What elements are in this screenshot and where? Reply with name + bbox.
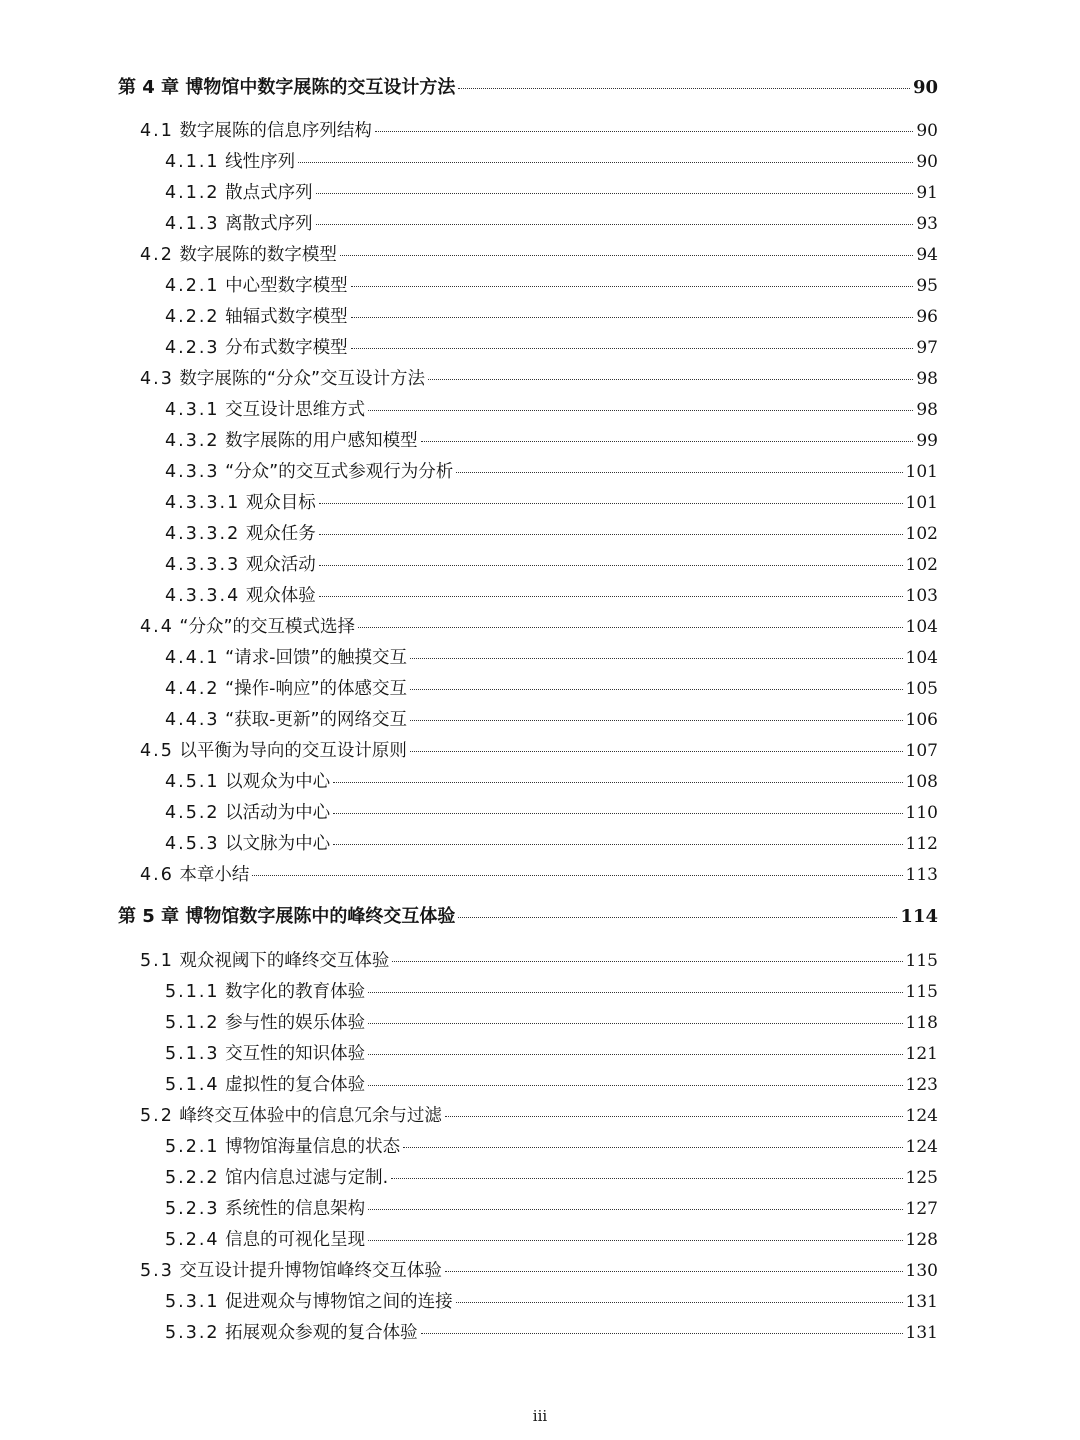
toc-entry-title: 信息的可视化呈现 <box>225 1230 366 1250</box>
dot-leader <box>410 720 902 721</box>
toc-entry[interactable] <box>165 522 938 546</box>
toc-entry-number: 4.6 <box>140 865 174 885</box>
toc-entry-page: 101 <box>905 493 938 513</box>
dot-leader <box>428 379 913 380</box>
toc-entry[interactable] <box>140 1259 938 1283</box>
toc-entry-title: “操作-响应”的体感交互 <box>225 679 408 699</box>
toc-entry-label <box>165 274 348 298</box>
toc-entry-page: 121 <box>905 1044 938 1064</box>
toc-entry-label <box>140 119 372 143</box>
toc-entry-number: 4.2.2 <box>165 307 220 327</box>
toc-entry-number: 5.1.3 <box>165 1044 220 1064</box>
dot-leader <box>368 1054 902 1055</box>
toc-entry-page: 96 <box>916 307 938 327</box>
dot-leader <box>445 1116 903 1117</box>
toc-entry[interactable] <box>165 646 938 670</box>
toc-entry-label <box>140 739 407 763</box>
toc-entry-title: 线性序列 <box>225 152 296 172</box>
toc-entry-title: “获取-更新”的网络交互 <box>225 710 408 730</box>
toc-entry-label <box>165 1290 453 1314</box>
toc-entry-page: 107 <box>905 741 938 761</box>
toc-entry[interactable] <box>165 1228 938 1252</box>
toc-entry-page: 127 <box>905 1199 938 1219</box>
toc-entry-title: 散点式序列 <box>225 183 313 203</box>
toc-chapter-entry[interactable] <box>118 905 938 929</box>
dot-leader <box>410 658 902 659</box>
toc-entry-page: 130 <box>905 1261 938 1281</box>
toc-entry-label <box>165 1197 365 1221</box>
toc-entry-title: 观众视阈下的峰终交互体验 <box>179 951 390 971</box>
toc-entry[interactable] <box>165 150 938 174</box>
toc-entry-number: 5.3 <box>140 1261 174 1281</box>
toc-entry-label <box>165 305 348 329</box>
toc-entry-number: 4.3.3.4 <box>165 586 241 606</box>
toc-entry-number: 5.1.1 <box>165 982 220 1002</box>
toc-entry-label <box>165 1042 365 1066</box>
toc-entry-title: 以活动为中心 <box>225 803 331 823</box>
dot-leader <box>458 917 897 918</box>
toc-entry-title: 观众目标 <box>245 493 316 513</box>
toc-entry-page: 108 <box>905 772 938 792</box>
toc-entry[interactable] <box>165 1073 938 1097</box>
dot-leader <box>421 441 914 442</box>
dot-leader <box>319 503 903 504</box>
toc-entry-title: 以平衡为导向的交互设计原则 <box>179 741 407 761</box>
toc-entry-number: 5.3.1 <box>165 1292 220 1312</box>
toc-entry-number: 4.4 <box>140 617 174 637</box>
toc-entry-page: 128 <box>905 1230 938 1250</box>
toc-entry-page: 94 <box>916 245 938 265</box>
dot-leader <box>456 472 902 473</box>
toc-entry[interactable] <box>165 553 938 577</box>
toc-chapter-entry[interactable] <box>118 76 938 100</box>
toc-entry-page: 115 <box>905 951 938 971</box>
dot-leader <box>458 88 910 89</box>
dot-leader <box>319 534 903 535</box>
toc-entry-label <box>165 1166 388 1190</box>
dot-leader <box>340 255 913 256</box>
toc-entry-page: 104 <box>905 648 938 668</box>
toc-entry-number: 4.3.1 <box>165 400 220 420</box>
toc-entry[interactable] <box>165 677 938 701</box>
toc-entry[interactable] <box>165 1042 938 1066</box>
toc-entry-number: 5.2.3 <box>165 1199 220 1219</box>
toc-entry-title: 数字展陈的“分众”交互设计方法 <box>179 369 426 389</box>
dot-leader <box>319 596 903 597</box>
toc-entry-title: “分众”的交互式参观行为分析 <box>225 462 454 482</box>
toc-entry-number: 4.3.3.1 <box>165 493 241 513</box>
toc-entry-page: 131 <box>905 1292 938 1312</box>
toc-entry-page: 106 <box>905 710 938 730</box>
toc-entry-title: 虚拟性的复合体验 <box>225 1075 366 1095</box>
toc-entry-number: 4.1 <box>140 121 174 141</box>
toc-entry-title: “请求-回馈”的触摸交互 <box>225 648 408 668</box>
toc-entry-page: 95 <box>916 276 938 296</box>
toc-entry-title: 数字展陈的用户感知模型 <box>225 431 418 451</box>
toc-entry-title: 以文脉为中心 <box>225 834 331 854</box>
toc-entry[interactable] <box>165 770 938 794</box>
toc-entry-title: 参与性的娱乐体验 <box>225 1013 366 1033</box>
toc-entry-page: 131 <box>905 1323 938 1343</box>
toc-entry-label <box>165 181 313 205</box>
toc-entry[interactable] <box>165 1135 938 1159</box>
toc-entry-number: 5.1.2 <box>165 1013 220 1033</box>
toc-entry-title: 观众任务 <box>245 524 316 544</box>
toc-entry-label <box>165 522 316 546</box>
toc-entry[interactable] <box>165 491 938 515</box>
toc-entry-label <box>165 708 407 732</box>
toc-entry-label <box>118 905 455 929</box>
page-number: iii <box>532 1407 548 1425</box>
toc-entry-label <box>140 243 337 267</box>
toc-entry[interactable] <box>165 429 938 453</box>
toc-entry-number: 4.1.2 <box>165 183 220 203</box>
toc-entry-title: 交互设计提升博物馆峰终交互体验 <box>179 1261 442 1281</box>
toc-entry[interactable] <box>165 584 938 608</box>
toc-entry-title: 观众活动 <box>245 555 316 575</box>
toc-entry[interactable] <box>165 305 938 329</box>
toc-entry[interactable] <box>165 336 938 360</box>
toc-entry[interactable] <box>165 801 938 825</box>
dot-leader <box>333 813 902 814</box>
toc-entry-title: 交互设计思维方式 <box>225 400 366 420</box>
toc-entry-page: 102 <box>905 524 938 544</box>
toc-entry[interactable] <box>140 615 938 639</box>
toc-entry-label <box>165 770 330 794</box>
dot-leader <box>456 1302 903 1303</box>
toc-entry-number: 4.2.3 <box>165 338 220 358</box>
dot-leader <box>333 782 902 783</box>
toc-entry-number: 4.5 <box>140 741 174 761</box>
dot-leader <box>368 1023 902 1024</box>
toc-entry-number: 4.1.1 <box>165 152 220 172</box>
toc-entry[interactable] <box>165 460 938 484</box>
toc-entry-title: 分布式数字模型 <box>225 338 348 358</box>
toc-entry-title: 轴辐式数字模型 <box>225 307 348 327</box>
toc-entry[interactable] <box>165 708 938 732</box>
toc-entry[interactable] <box>140 243 938 267</box>
dot-leader <box>252 875 902 876</box>
toc-entry[interactable] <box>165 980 938 1004</box>
toc-entry-number: 4.5.3 <box>165 834 220 854</box>
toc-entry-title: 以观众为中心 <box>225 772 331 792</box>
toc-entry-label <box>165 429 418 453</box>
toc-entry-number: 5.1.4 <box>165 1075 220 1095</box>
toc-entry[interactable] <box>165 181 938 205</box>
toc-entry-page: 124 <box>905 1106 938 1126</box>
toc-entry-label <box>165 1073 365 1097</box>
dot-leader <box>421 1333 903 1334</box>
toc-entry-number: 5.1 <box>140 951 174 971</box>
toc-entry-page: 115 <box>905 982 938 1002</box>
toc-entry-title: 离散式序列 <box>225 214 313 234</box>
toc-entry-title: 博物馆数字展陈中的峰终交互体验 <box>185 906 456 927</box>
dot-leader <box>368 1240 902 1241</box>
dot-leader <box>316 224 914 225</box>
toc-entry-page: 97 <box>916 338 938 358</box>
toc-entry-title: 中心型数字模型 <box>225 276 348 296</box>
toc-entry-title: 峰终交互体验中的信息冗余与过滤 <box>179 1106 442 1126</box>
dot-leader <box>333 844 902 845</box>
toc-entry-label <box>165 1011 365 1035</box>
dot-leader <box>358 627 902 628</box>
dot-leader <box>391 1178 902 1179</box>
toc-entry-title: “分众”的交互模式选择 <box>179 617 356 637</box>
toc-entry-page: 90 <box>916 152 938 172</box>
toc-entry-number: 第 5 章 <box>118 906 180 927</box>
toc-entry[interactable] <box>140 863 938 887</box>
toc-entry-number: 4.3.3.2 <box>165 524 241 544</box>
toc-entry-page: 90 <box>916 121 938 141</box>
toc-entry[interactable] <box>165 1011 938 1035</box>
toc-entry-title: 馆内信息过滤与定制. <box>225 1168 389 1188</box>
dot-leader <box>410 751 903 752</box>
toc-entry-title: 博物馆中数字展陈的交互设计方法 <box>185 77 456 98</box>
toc-entry-label <box>165 646 407 670</box>
toc-entry-number: 4.4.1 <box>165 648 220 668</box>
toc-entry-title: 博物馆海量信息的状态 <box>225 1137 401 1157</box>
toc-entry-number: 4.5.2 <box>165 803 220 823</box>
dot-leader <box>368 1085 902 1086</box>
dot-leader <box>351 286 914 287</box>
toc-entry-label <box>165 460 453 484</box>
toc-entry-page: 110 <box>905 803 938 823</box>
toc-entry[interactable] <box>140 739 938 763</box>
toc-entry-number: 4.1.3 <box>165 214 220 234</box>
toc-entry-number: 4.2.1 <box>165 276 220 296</box>
toc-entry-label <box>165 1135 400 1159</box>
toc-entry-number: 4.3.3 <box>165 462 220 482</box>
toc-entry-title: 本章小结 <box>179 865 250 885</box>
toc-entry-title: 拓展观众参观的复合体验 <box>225 1323 418 1343</box>
toc-entry-page: 112 <box>905 834 938 854</box>
toc-entry-number: 5.2.1 <box>165 1137 220 1157</box>
toc-entry-label <box>165 677 407 701</box>
toc-entry[interactable] <box>165 832 938 856</box>
toc-entry[interactable] <box>165 1166 938 1190</box>
dot-leader <box>319 565 903 566</box>
toc-entry[interactable] <box>140 949 938 973</box>
toc-entry[interactable] <box>140 119 938 143</box>
toc-entry-number: 5.2.2 <box>165 1168 220 1188</box>
toc-entry-page: 101 <box>905 462 938 482</box>
toc-entry-page: 125 <box>905 1168 938 1188</box>
dot-leader <box>351 348 914 349</box>
dot-leader <box>368 1209 902 1210</box>
toc-entry-number: 4.5.1 <box>165 772 220 792</box>
toc-entry-label <box>140 367 425 391</box>
toc-entry-page: 90 <box>912 77 938 98</box>
toc-entry-page: 124 <box>905 1137 938 1157</box>
toc-entry-title: 数字展陈的数字模型 <box>179 245 337 265</box>
toc-entry[interactable] <box>140 1104 938 1128</box>
toc-entry[interactable] <box>165 1197 938 1221</box>
toc-entry-label <box>118 76 455 100</box>
toc-entry-label <box>140 863 249 887</box>
toc-entry-number: 4.4.3 <box>165 710 220 730</box>
dot-leader <box>351 317 914 318</box>
dot-leader <box>410 689 902 690</box>
toc-entry-label <box>165 398 365 422</box>
toc-entry-title: 促进观众与博物馆之间的连接 <box>225 1292 453 1312</box>
toc-entry-label <box>165 150 295 174</box>
toc-entry-title: 数字化的教育体验 <box>225 982 366 1002</box>
toc-entry-label <box>165 801 330 825</box>
toc-entry-label <box>165 832 330 856</box>
toc-entry-label <box>165 553 316 577</box>
toc-entry-page: 99 <box>916 431 938 451</box>
toc-entry-number: 第 4 章 <box>118 77 180 98</box>
toc-entry-label <box>165 336 348 360</box>
toc-entry[interactable] <box>165 1321 938 1345</box>
dot-leader <box>375 131 913 132</box>
dot-leader <box>368 410 913 411</box>
toc-entry-number: 5.2.4 <box>165 1230 220 1250</box>
toc-entry[interactable] <box>165 212 938 236</box>
toc-entry-title: 观众体验 <box>245 586 316 606</box>
toc-entry-page: 98 <box>916 400 938 420</box>
toc-entry-page: 123 <box>905 1075 938 1095</box>
toc-entry[interactable] <box>140 367 938 391</box>
toc-entry-number: 5.2 <box>140 1106 174 1126</box>
toc-entry-label <box>140 949 389 973</box>
toc-entry[interactable] <box>165 274 938 298</box>
dot-leader <box>316 193 914 194</box>
toc-entry-label <box>165 491 316 515</box>
toc-entry-number: 4.3.2 <box>165 431 220 451</box>
toc-entry-number: 4.3.3.3 <box>165 555 241 575</box>
toc-entry-page: 98 <box>916 369 938 389</box>
toc-entry-label <box>140 615 355 639</box>
toc-entry-label <box>165 1228 365 1252</box>
toc-entry-page: 102 <box>905 555 938 575</box>
toc-entry-page: 91 <box>916 183 938 203</box>
dot-leader <box>298 162 913 163</box>
toc-entry-label <box>140 1259 442 1283</box>
toc-entry-page: 93 <box>916 214 938 234</box>
toc-entry-number: 4.3 <box>140 369 174 389</box>
toc-entry-label <box>165 980 365 1004</box>
dot-leader <box>392 961 902 962</box>
toc-entry-label <box>165 584 316 608</box>
toc-entry-title: 系统性的信息架构 <box>225 1199 366 1219</box>
toc-entry-number: 5.3.2 <box>165 1323 220 1343</box>
dot-leader <box>403 1147 902 1148</box>
toc-entry[interactable] <box>165 398 938 422</box>
toc-entry-page: 104 <box>905 617 938 637</box>
toc-entry-label <box>165 212 313 236</box>
toc-entry-title: 交互性的知识体验 <box>225 1044 366 1064</box>
toc-entry[interactable] <box>165 1290 938 1314</box>
toc-entry-page: 114 <box>900 906 938 927</box>
toc-entry-label <box>140 1104 442 1128</box>
toc-entry-number: 4.2 <box>140 245 174 265</box>
dot-leader <box>445 1271 903 1272</box>
toc-entry-page: 103 <box>905 586 938 606</box>
toc-entry-number: 4.4.2 <box>165 679 220 699</box>
toc-entry-label <box>165 1321 418 1345</box>
dot-leader <box>368 992 902 993</box>
toc-entry-title: 数字展陈的信息序列结构 <box>179 121 372 141</box>
toc-entry-page: 105 <box>905 679 938 699</box>
toc-entry-page: 113 <box>905 865 938 885</box>
toc-entry-page: 118 <box>905 1013 938 1033</box>
